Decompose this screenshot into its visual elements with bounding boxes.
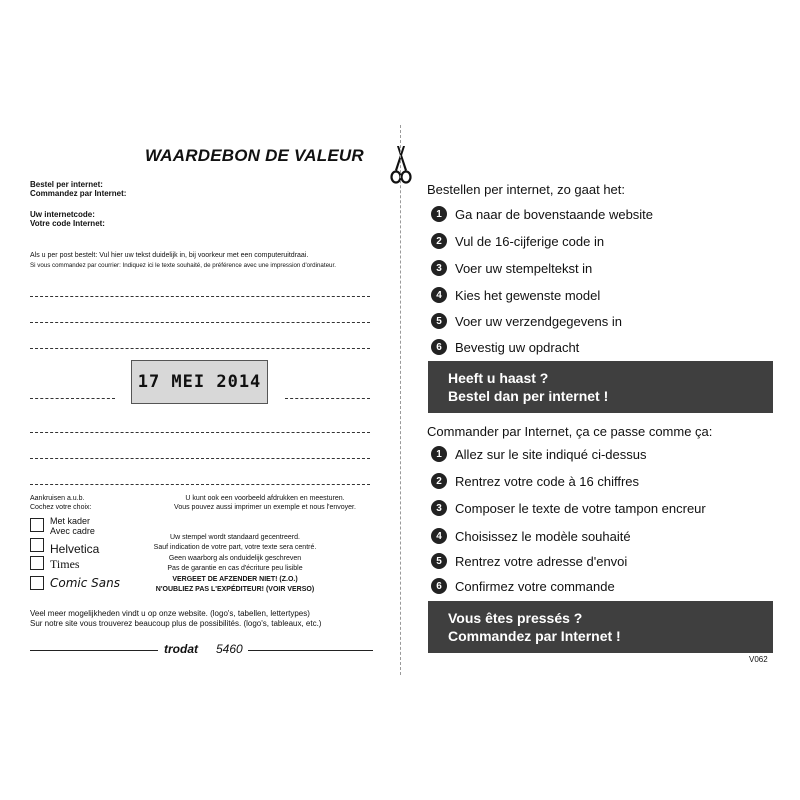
step-text: Vul de 16-cijferige code in — [455, 233, 605, 249]
step-text: Rentrez votre code à 16 chiffres — [455, 473, 640, 489]
text-line-4-left[interactable] — [30, 398, 115, 399]
model-number: 5460 — [216, 642, 243, 656]
footer-line-left — [30, 650, 158, 651]
step-text: Kies het gewenste model — [455, 287, 601, 303]
nl-step-4 — [431, 286, 600, 304]
order-label-fr: Commandez par Internet: — [30, 189, 127, 198]
step-number-icon: 1 — [431, 446, 447, 462]
step-text: Ga naar de bovenstaande website — [455, 206, 654, 222]
step-number-icon: 4 — [431, 528, 447, 544]
nl-step-5 — [431, 312, 622, 330]
date-stamp: 17 MEI 2014 — [131, 360, 268, 404]
footer-text-fr: Sur notre site vous trouverez beaucoup plus de possibilités. (logo's, tableaux, etc.) — [30, 619, 322, 628]
step-number-icon: 4 — [431, 287, 447, 303]
fr-banner — [428, 601, 773, 653]
step-number-icon: 2 — [431, 473, 447, 489]
center-note-3: Geen waarborg als onduidelijk geschreven — [168, 555, 302, 562]
step-number-icon: 5 — [431, 553, 447, 569]
title-part-3: DE VALEUR — [260, 146, 364, 165]
example-note-fr: Vous pouvez aussi imprimer un exemple et nous l'envoyer. — [174, 504, 356, 511]
text-line-1[interactable] — [30, 296, 370, 297]
fr-banner-line-2: Commandez par Internet ! — [448, 628, 621, 644]
step-text: Bevestig uw opdracht — [455, 339, 580, 355]
check-header-fr: Cochez votre choix: — [30, 504, 92, 511]
nl-step-6 — [431, 338, 579, 356]
fr-step-3 — [431, 499, 706, 517]
step-text: Voer uw stempeltekst in — [455, 260, 593, 276]
fr-step-2 — [431, 472, 639, 490]
fr-header: Commander par Internet, ça ce passe comme ça: — [427, 424, 713, 439]
code-label-fr: Votre code Internet: — [30, 219, 105, 228]
step-number-icon: 3 — [431, 260, 447, 276]
nl-step-3 — [431, 259, 592, 277]
example-note-nl: U kunt ook een voorbeeld afdrukken en meesturen. — [185, 495, 345, 502]
checkbox-comic-sans[interactable] — [30, 576, 44, 590]
step-number-icon: 2 — [431, 233, 447, 249]
step-number-icon: 3 — [431, 500, 447, 516]
document-code: V062 — [749, 655, 768, 664]
title-part-1: WAARDE — [145, 146, 222, 165]
fr-banner-line-1: Vous êtes pressés ? — [448, 610, 583, 626]
post-instruction-fr: Si vous commandez par courrier: Indiquez ici le texte souhaité, de préférence avec une impression d'ordinateur. — [30, 262, 336, 269]
text-line-5[interactable] — [30, 432, 370, 433]
nl-step-1 — [431, 205, 653, 223]
nl-banner-line-1: Heeft u haast ? — [448, 370, 549, 386]
step-number-icon: 6 — [431, 339, 447, 355]
nl-banner-line-2: Bestel dan per internet ! — [448, 388, 609, 404]
text-line-3[interactable] — [30, 348, 370, 349]
nl-banner — [428, 361, 773, 413]
checkbox-frame[interactable] — [30, 518, 44, 532]
step-text: Composer le texte de votre tampon encreur — [455, 500, 706, 516]
option-times: Times — [50, 557, 80, 571]
fr-step-5 — [431, 552, 627, 570]
nl-header: Bestellen per internet, zo gaat het: — [427, 182, 626, 197]
option-comic-sans: Comic Sans — [50, 576, 120, 590]
scissors-icon — [388, 144, 414, 184]
center-note-4: Pas de garantie en cas d'écriture peu lisible — [167, 565, 303, 572]
step-text: Rentrez votre adresse d'envoi — [455, 553, 628, 569]
step-text: Allez sur le site indiqué ci-dessus — [455, 446, 647, 462]
step-number-icon: 6 — [431, 578, 447, 594]
text-line-7[interactable] — [30, 484, 370, 485]
order-label-nl: Bestel per internet: — [30, 180, 103, 189]
fr-step-1 — [431, 445, 646, 463]
code-label-nl: Uw internetcode: — [30, 210, 95, 219]
text-line-4-right[interactable] — [285, 398, 370, 399]
brand-logo: trodat — [164, 642, 198, 656]
checkbox-times[interactable] — [30, 556, 44, 570]
fr-step-6 — [431, 577, 615, 595]
fr-step-4 — [431, 527, 631, 545]
step-text: Voer uw verzendgegevens in — [455, 313, 622, 329]
step-number-icon: 1 — [431, 206, 447, 222]
check-header-nl: Aankruisen a.u.b. — [30, 495, 85, 502]
center-note-2: Sauf indication de votre part, votre texte sera centré. — [153, 544, 317, 551]
cut-line — [400, 125, 401, 675]
center-note-1: Uw stempel wordt standaard gecentreerd. — [170, 534, 300, 541]
voucher-title — [145, 146, 364, 166]
option-frame-fr: Avec cadre — [50, 526, 95, 536]
step-number-icon: 5 — [431, 313, 447, 329]
center-note-5: VERGEET DE AFZENDER NIET! (Z.O.) — [172, 576, 298, 583]
nl-step-2 — [431, 232, 604, 250]
text-line-2[interactable] — [30, 322, 370, 323]
post-instruction-nl: Als u per post bestelt: Vul hier uw tekst duidelijk in, bij voorkeur met een computeruitdraai. — [30, 252, 309, 259]
option-helvetica: Helvetica — [50, 542, 100, 556]
footer-text-nl: Veel meer mogelijkheden vindt u op onze website. (logo's, tabellen, lettertypes) — [30, 609, 310, 618]
step-text: Choisissez le modèle souhaité — [455, 528, 631, 544]
checkbox-helvetica[interactable] — [30, 538, 44, 552]
center-note-6: N'OUBLIEZ PAS L'EXPÉDITEUR! (VOIR VERSO) — [155, 586, 315, 593]
footer-line-right — [248, 650, 373, 651]
step-text: Confirmez votre commande — [455, 578, 615, 594]
option-frame-nl: Met kader — [50, 516, 91, 526]
option-frame-label — [50, 516, 95, 536]
text-line-6[interactable] — [30, 458, 370, 459]
title-part-2: BON — [221, 146, 261, 165]
